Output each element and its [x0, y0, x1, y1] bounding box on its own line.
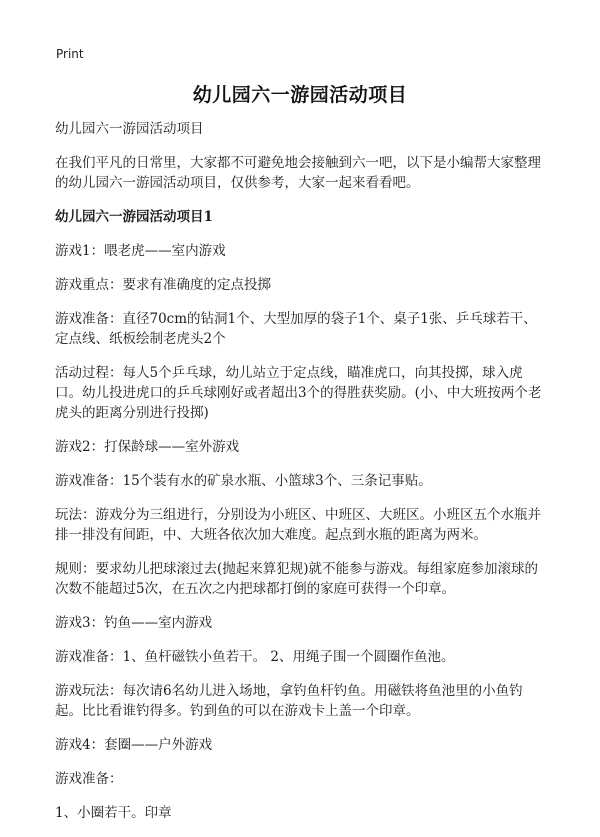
- game2-play: 玩法：游戏分为三组进行，分别设为小班区、中班区、大班区。小班区五个水瓶并排一排没有间距，中、大班各依次加大难度。起点到水瓶的距离为两米。: [55, 507, 541, 543]
- game1-prep: 游戏准备：直径70cm的钻洞1个、大型加厚的袋子1个、桌子1张、乒乓球若干、定点线、纸板绘制老虎头2个: [55, 311, 537, 347]
- section-heading: 幼儿园六一游园活动项目1: [55, 209, 213, 225]
- intro-paragraph: 在我们平凡的日常里，大家都不可避免地会接触到六一吧，以下是小编帮大家整理的幼儿园六一游园活动项目，仅供参考，大家一起来看看吧。: [55, 155, 541, 191]
- game4-prep: 游戏准备：: [55, 771, 123, 787]
- game3-prep: 游戏准备：1、鱼杆磁铁小鱼若干。 2、用绳子围一个圆圈作鱼池。: [55, 649, 455, 665]
- game1-process: 活动过程：每人5个乒乓球，幼儿站立于定点线，瞄准虎口，向其投掷，球入虎口。幼儿投进虎口的乒乓球刚好或者超出3个的得胜获奖励。(小、中大班按两个老虎头的距离分别进行投掷): [55, 365, 542, 421]
- game4-item1: 1、小圈若干。印章: [55, 805, 172, 821]
- game3-play: 游戏玩法：每次请6名幼儿进入场地，拿钓鱼杆钓鱼。用磁铁将鱼池里的小鱼钓起。比比看谁钓得多。钓到鱼的可以在游戏卡上盖一个印章。: [55, 683, 523, 719]
- subtitle-paragraph: 幼儿园六一游园活动项目: [55, 121, 204, 137]
- game2-title: 游戏2：打保龄球——室外游戏: [55, 439, 240, 455]
- print-label: Print: [56, 47, 84, 61]
- page-title: 幼儿园六一游园活动项目: [192, 84, 408, 106]
- game2-rules: 规则：要求幼儿把球滚过去(抛起来算犯规)就不能参与游戏。每组家庭参加滚球的次数不能超过5次，在五次之内把球都打倒的家庭可获得一个印章。: [55, 561, 539, 597]
- game4-title: 游戏4：套圈——户外游戏: [55, 737, 213, 753]
- game3-title: 游戏3：钓鱼——室内游戏: [55, 615, 213, 631]
- game2-prep: 游戏准备：15个装有水的矿泉水瓶、小篮球3个、三条记事贴。: [55, 473, 432, 489]
- game1-focus: 游戏重点：要求有准确度的定点投掷: [55, 277, 271, 293]
- article-body: [55, 119, 549, 837]
- game1-title: 游戏1：喂老虎——室内游戏: [55, 243, 226, 259]
